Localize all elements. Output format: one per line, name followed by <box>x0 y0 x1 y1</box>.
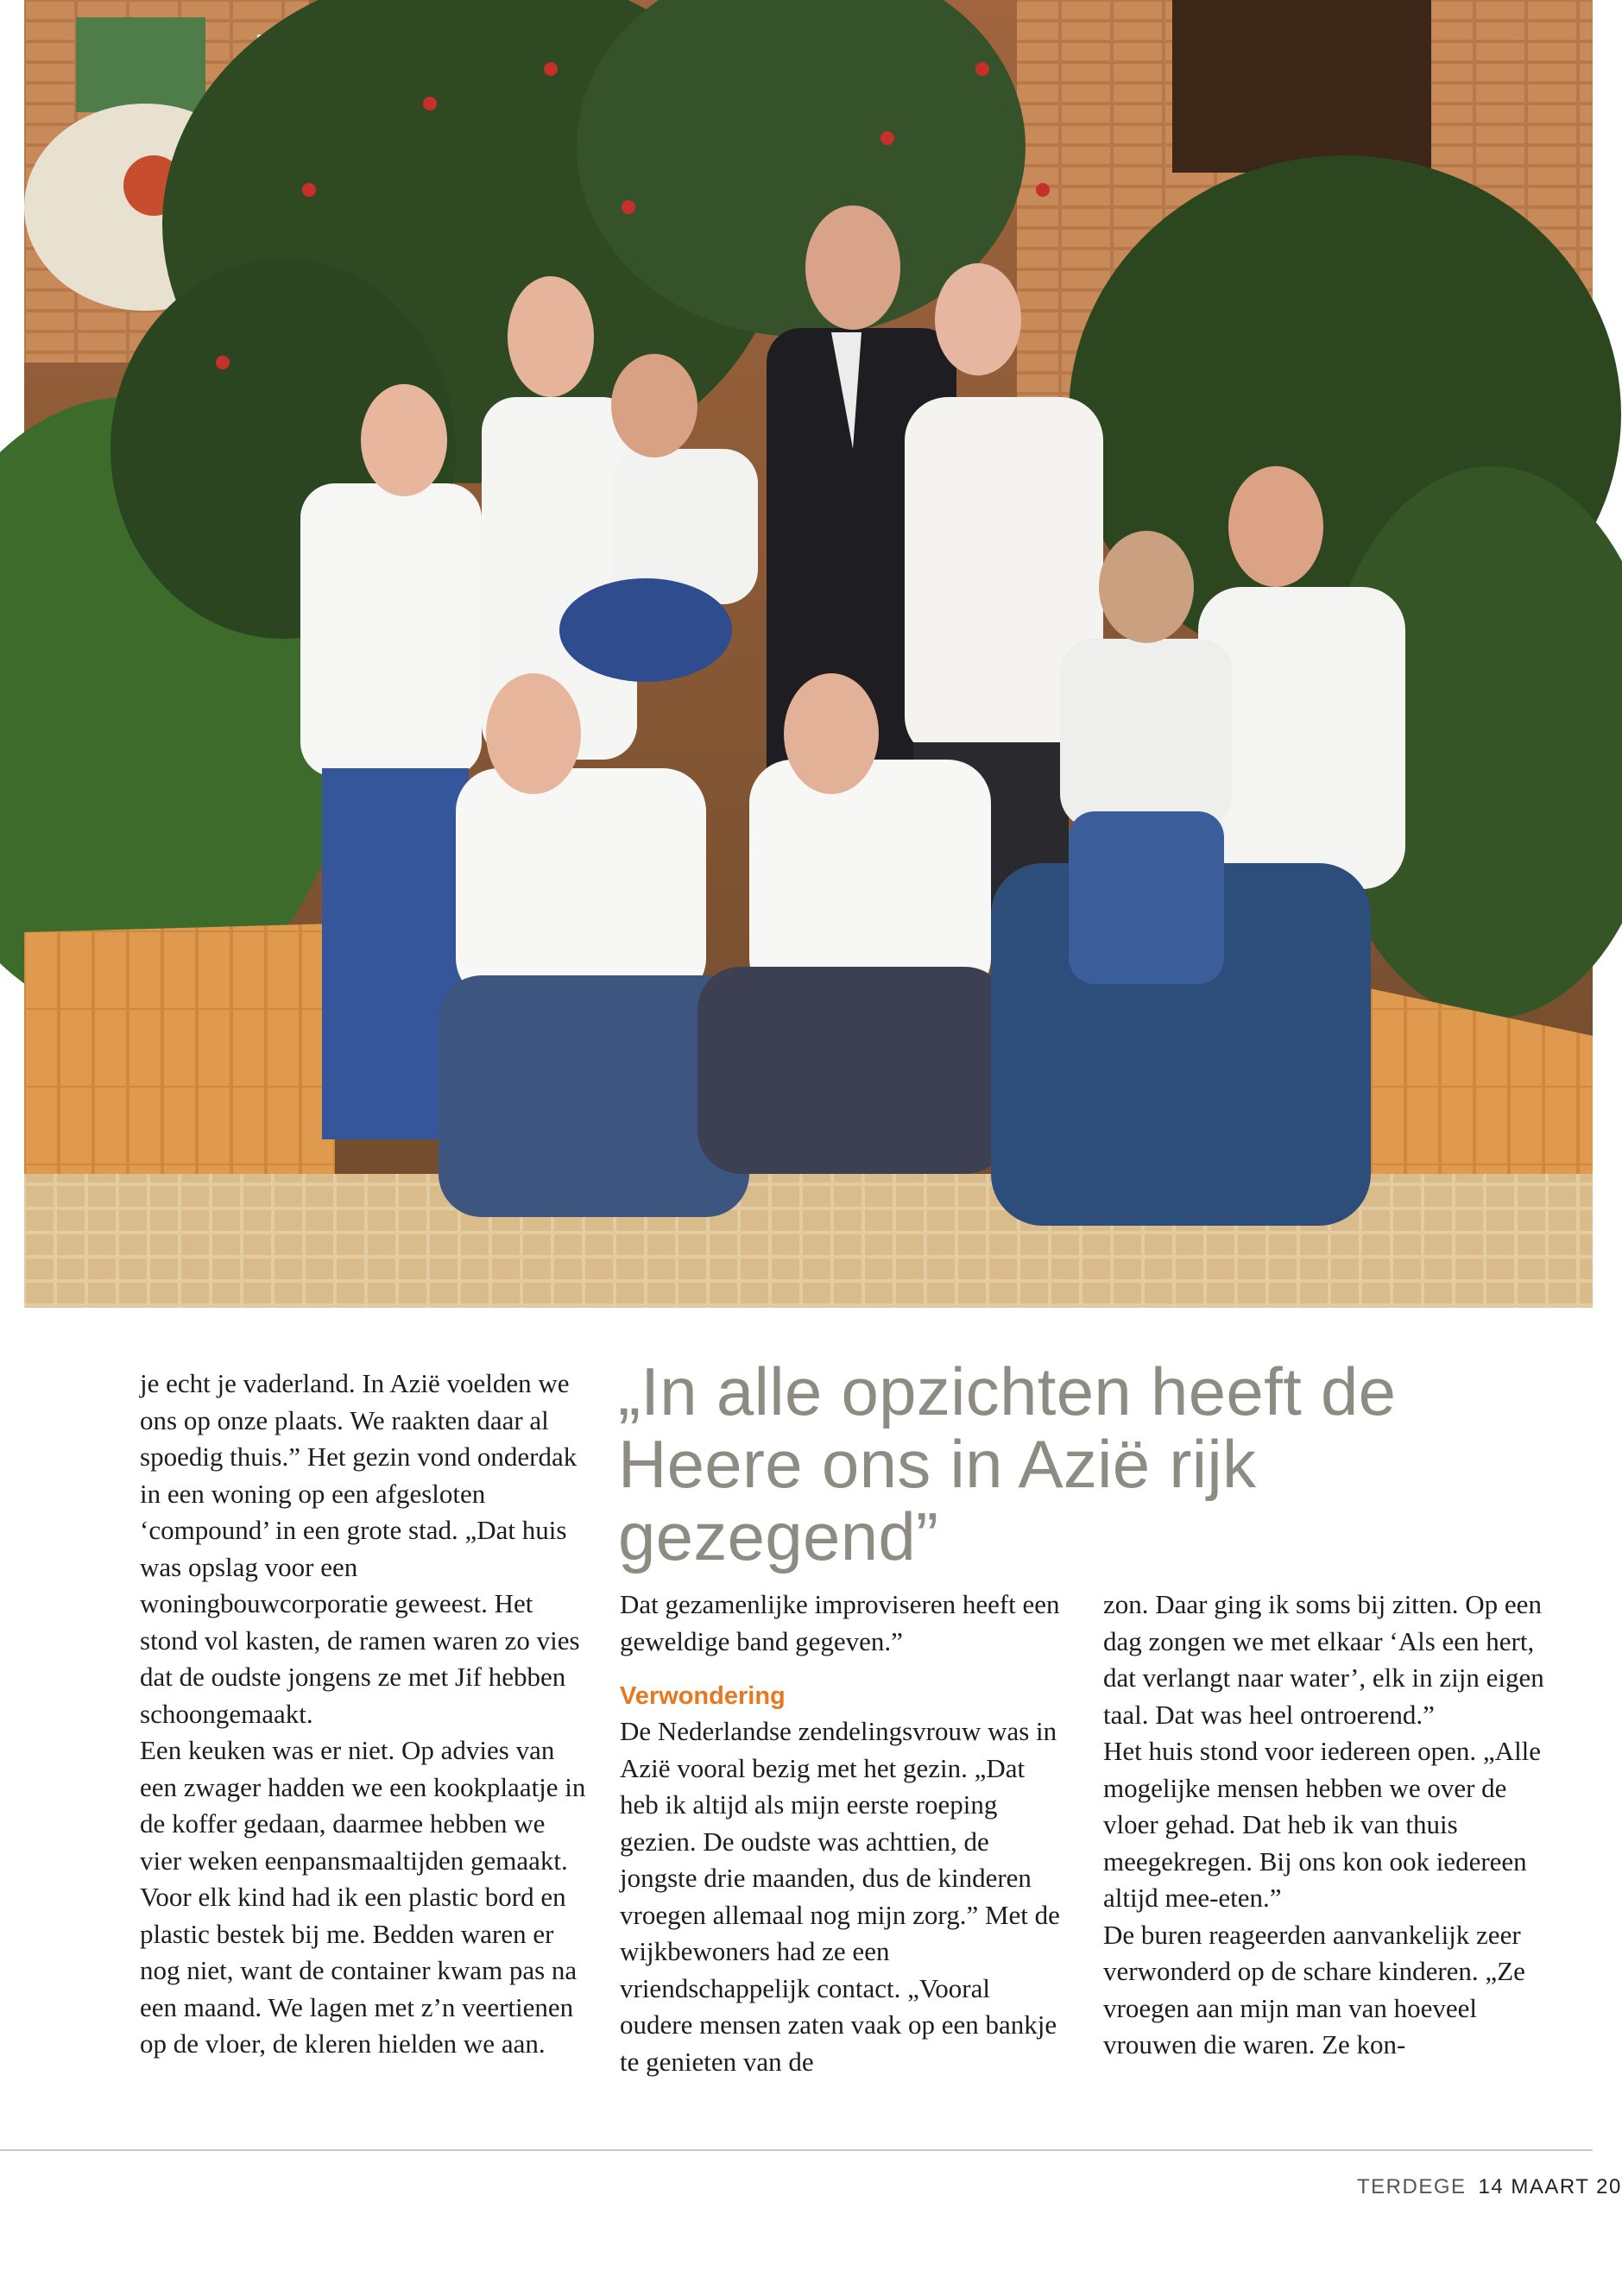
family-photo-illustration <box>24 0 1593 1308</box>
paragraph: De buren reageerden aanvankelijk zeer verwonderd op de schare kinderen. „Ze vroegen aan mijn man van hoeveel vrouwen die waren. Ze kon- <box>1103 1919 1525 2059</box>
family-photo <box>24 0 1593 1308</box>
page-footer <box>1357 2175 1622 2199</box>
article-column-3 <box>1103 1586 1552 2064</box>
issue-date: 14 MAART 20 <box>1478 2175 1622 2198</box>
footer-rule <box>0 2149 1593 2151</box>
section-heading: Verwondering <box>620 1682 786 1710</box>
article-column-1 <box>140 1366 589 2063</box>
paragraph: zon. Daar ging ik soms bij zitten. Op een dag zongen we met elkaar ‘Als een hert, dat verlangt naar water’, elk in zijn eigen taal. Dat was heel ontroerend.” <box>1103 1589 1544 1730</box>
article-column-2 <box>620 1586 1069 2080</box>
paragraph: Het huis stond voor iedereen open. „Alle mogelijke mensen hebben we over de vloer gehad. Dat heb ik van thuis meegekregen. Bij ons kon ook iedereen altijd mee-eten.” <box>1103 1736 1542 1913</box>
paragraph: De Nederlandse zendelingsvrouw was in Azië vooral bezig met het gezin. „Dat heb ik altijd als mijn eerste roeping gezien. De oudste was achttien, de jongste drie maanden, dus de kinderen vroegen allemaal nog mijn zorg.” Met de wijkbewoners had ze een vriendschappelijk contact. „Vooral oudere mensen zaten vaak op een bankje te genieten van de <box>620 1716 1060 2077</box>
pull-quote: „In alle opzichten heeft de Heere ons in Azië rijk gezegend” <box>618 1353 1397 1574</box>
paragraph: Een keuken was er niet. Op advies van een zwager hadden we een kookplaatje in de koffer gedaan, daarmee hebben we vier weken eenpansmaaltijden gemaakt. Voor elk kind had ik een plastic bord en plastic bestek bij me. Bedden waren er nog niet, want de container kwam pas na een maand. We lagen met z’n veertienen op de vloer, de kleren hielden we aan. <box>140 1735 586 2059</box>
magazine-name: TERDEGE <box>1357 2175 1467 2198</box>
paragraph: Dat gezamenlijke improviseren heeft een geweldige band gegeven.” <box>620 1589 1060 1656</box>
paragraph: je echt je vaderland. In Azië voelden we ons op onze plaats. We raakten daar al spoedig thuis.” Het gezin vond onderdak in een woning op een afgesloten ‘compound’ in een grote stad. „Dat huis was opslag voor een woningbouwcorporatie geweest. Het stond vol kasten, de ramen waren zo vies dat de oudste jongens ze met Jif hebben schoongemaakt. <box>140 1368 580 1729</box>
